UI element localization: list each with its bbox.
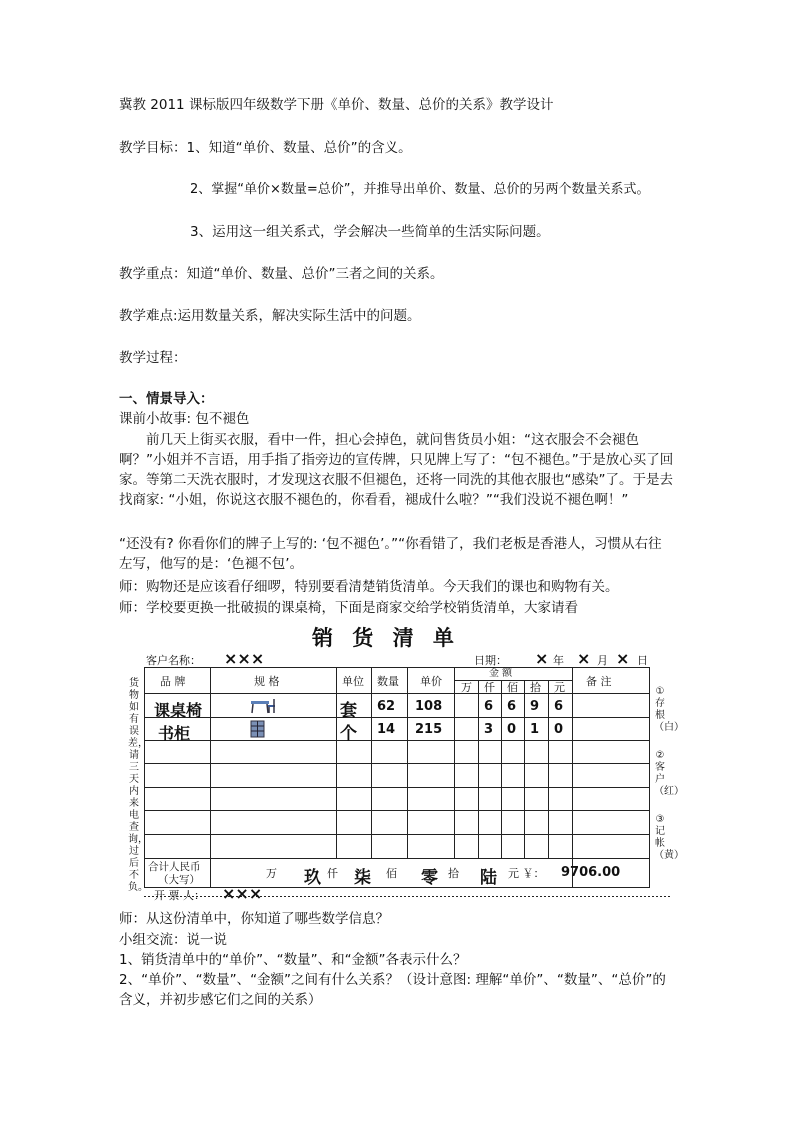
customer-value: ×××: [224, 649, 265, 668]
date-year-label: 年: [553, 654, 564, 667]
question-1: 1、销货清单中的“单价”、“数量”、和“金额”各表示什么？: [119, 952, 467, 968]
header-shi: 拾: [530, 681, 541, 694]
story-paragraph-1: 前几天上街买衣服，看中一件，担心会掉色，就问售货员小姐：“这衣服会不会褪色啊？”小姐并不言语，用手指了指旁边的宣传牌，只见牌上写了：“包不褪色。”于是放心买了回家。等第二天洗衣服时，才发现这衣服不但褪色，还将一同洗的其他衣服也“感染”了。于是去找商家: “小姐，你说这衣服不褪色的，你看看，褪成什么啦？”“我们没说不褪色啊！”: [119, 432, 674, 508]
teacher-line-1: 师：购物还是应该看仔细啰，特别要看清楚销货清单。今天我们的课也和购物有关。: [119, 579, 619, 595]
document-title: 冀教 2011 课标版四年级数学下册《单价、数量、总价的关系》教学设计: [119, 97, 554, 113]
date-day-mark: ×: [616, 649, 630, 668]
story-title: 课前小故事: 包不褪色: [119, 411, 250, 427]
row1-yuan: 6: [554, 699, 564, 714]
row1-bai: 6: [507, 699, 517, 714]
bookcase-icon: [250, 720, 266, 738]
row2-qty: 14: [377, 722, 396, 737]
teaching-goal-1: 教学目标：1、知道“单价、数量、总价”的含义。: [119, 140, 412, 156]
total-qian-label: 仟: [327, 867, 338, 880]
header-brand: 品 牌: [160, 675, 186, 688]
total-wan-label: 万: [266, 867, 277, 880]
header-yuan: 元: [554, 681, 565, 694]
teaching-goal-3: 3、运用这一组关系式，学会解决一些简单的生活实际问题。: [190, 224, 550, 240]
teacher-line-3: 师：从这份清单中，你知道了哪些数学信息？: [119, 911, 389, 927]
header-amount: 金 额: [489, 668, 513, 679]
receipt-side-note: 货物如有误差，请三天内来电查询，过后不负。: [128, 678, 148, 893]
copy-account-yellow: ③记帐（黄）: [654, 814, 684, 861]
row1-unit: 套: [340, 701, 357, 721]
row2-price: 215: [415, 722, 443, 737]
teaching-goal-2: 2、掌握“单价×数量=总价”，并推导出单价、数量、总价的另两个数量关系式。: [190, 182, 650, 197]
row2-yuan: 0: [554, 722, 564, 737]
receipt-title: 销 货 清 单: [312, 626, 460, 650]
total-bai-label: 佰: [386, 867, 397, 880]
section-heading: 一、情景导入：: [119, 391, 214, 407]
header-spec: 规 格: [254, 675, 280, 688]
total-shi-digit: 零: [421, 868, 438, 888]
story-paragraph-2: “还没有? 你看你们的牌子上写的: ‘包不褪色’。”“你看错了，我们老板是香港人，习惯从右往左写，他写的是：‘色褪不包’。: [119, 536, 662, 572]
header-unit: 单位: [342, 675, 364, 688]
group-discussion: 小组交流：说一说: [119, 932, 227, 948]
desk-chair-icon: [248, 697, 278, 715]
total-yuan-digit: 陆: [480, 868, 497, 888]
total-bai-digit: 柒: [354, 868, 371, 888]
header-remark: 备 注: [586, 675, 612, 688]
row1-qty: 62: [377, 699, 396, 714]
sales-receipt: [124, 624, 684, 906]
question-2: 2、“单价”、“数量”、“金额”之间有什么关系？（设计意图: 理解“单价”、“数量”、“总价”的含义，并初步感它们之间的关系）: [119, 972, 666, 1008]
row1-brand: 课桌椅: [154, 701, 203, 720]
row1-shi: 9: [530, 699, 540, 714]
header-qty: 数量: [377, 675, 399, 688]
teaching-key-point: 教学重点：知道“单价、数量、总价”三者之间的关系。: [119, 266, 444, 282]
header-bai: 佰: [507, 681, 518, 694]
issuer-label: 开 票 人：: [154, 889, 205, 902]
row2-bai: 0: [507, 722, 517, 737]
date-month-label: 月: [597, 654, 608, 667]
total-number: 9706.00: [561, 865, 621, 880]
teacher-line-2: 师：学校要更换一批破损的课桌椅，下面是商家交给学校销货清单，大家请看: [119, 600, 578, 616]
teaching-difficulty: 教学难点:运用数量关系，解决实际生活中的问题。: [119, 308, 421, 324]
date-year-mark: ×: [535, 649, 549, 668]
date-month-mark: ×: [577, 649, 591, 668]
date-label: 日期：: [474, 654, 507, 667]
row2-brand: 书柜: [158, 724, 191, 743]
copy-customer-red: ②客户（红）: [654, 750, 684, 797]
row2-unit: 个: [340, 724, 357, 744]
header-price: 单价: [420, 675, 442, 688]
receipt-grid: [124, 624, 684, 906]
total-label-uppercase: （大写）: [158, 874, 200, 886]
customer-label: 客户名称：: [146, 654, 201, 667]
row2-qian: 3: [484, 722, 494, 737]
total-qian-digit: 玖: [304, 868, 321, 888]
issuer-value: ×××: [222, 884, 263, 903]
total-yuan-label: 元 ￥：: [508, 867, 545, 880]
header-qian: 仟: [484, 681, 495, 694]
header-wan: 万: [461, 681, 472, 694]
teaching-process: 教学过程：: [119, 350, 187, 366]
row1-price: 108: [415, 699, 443, 714]
row1-qian: 6: [484, 699, 494, 714]
total-shi-label: 拾: [448, 867, 459, 880]
row2-shi: 1: [530, 722, 540, 737]
date-day-label: 日: [637, 654, 648, 667]
total-label: 合计人民币: [148, 861, 201, 873]
copy-stub-white: ①存根（白）: [654, 686, 684, 733]
